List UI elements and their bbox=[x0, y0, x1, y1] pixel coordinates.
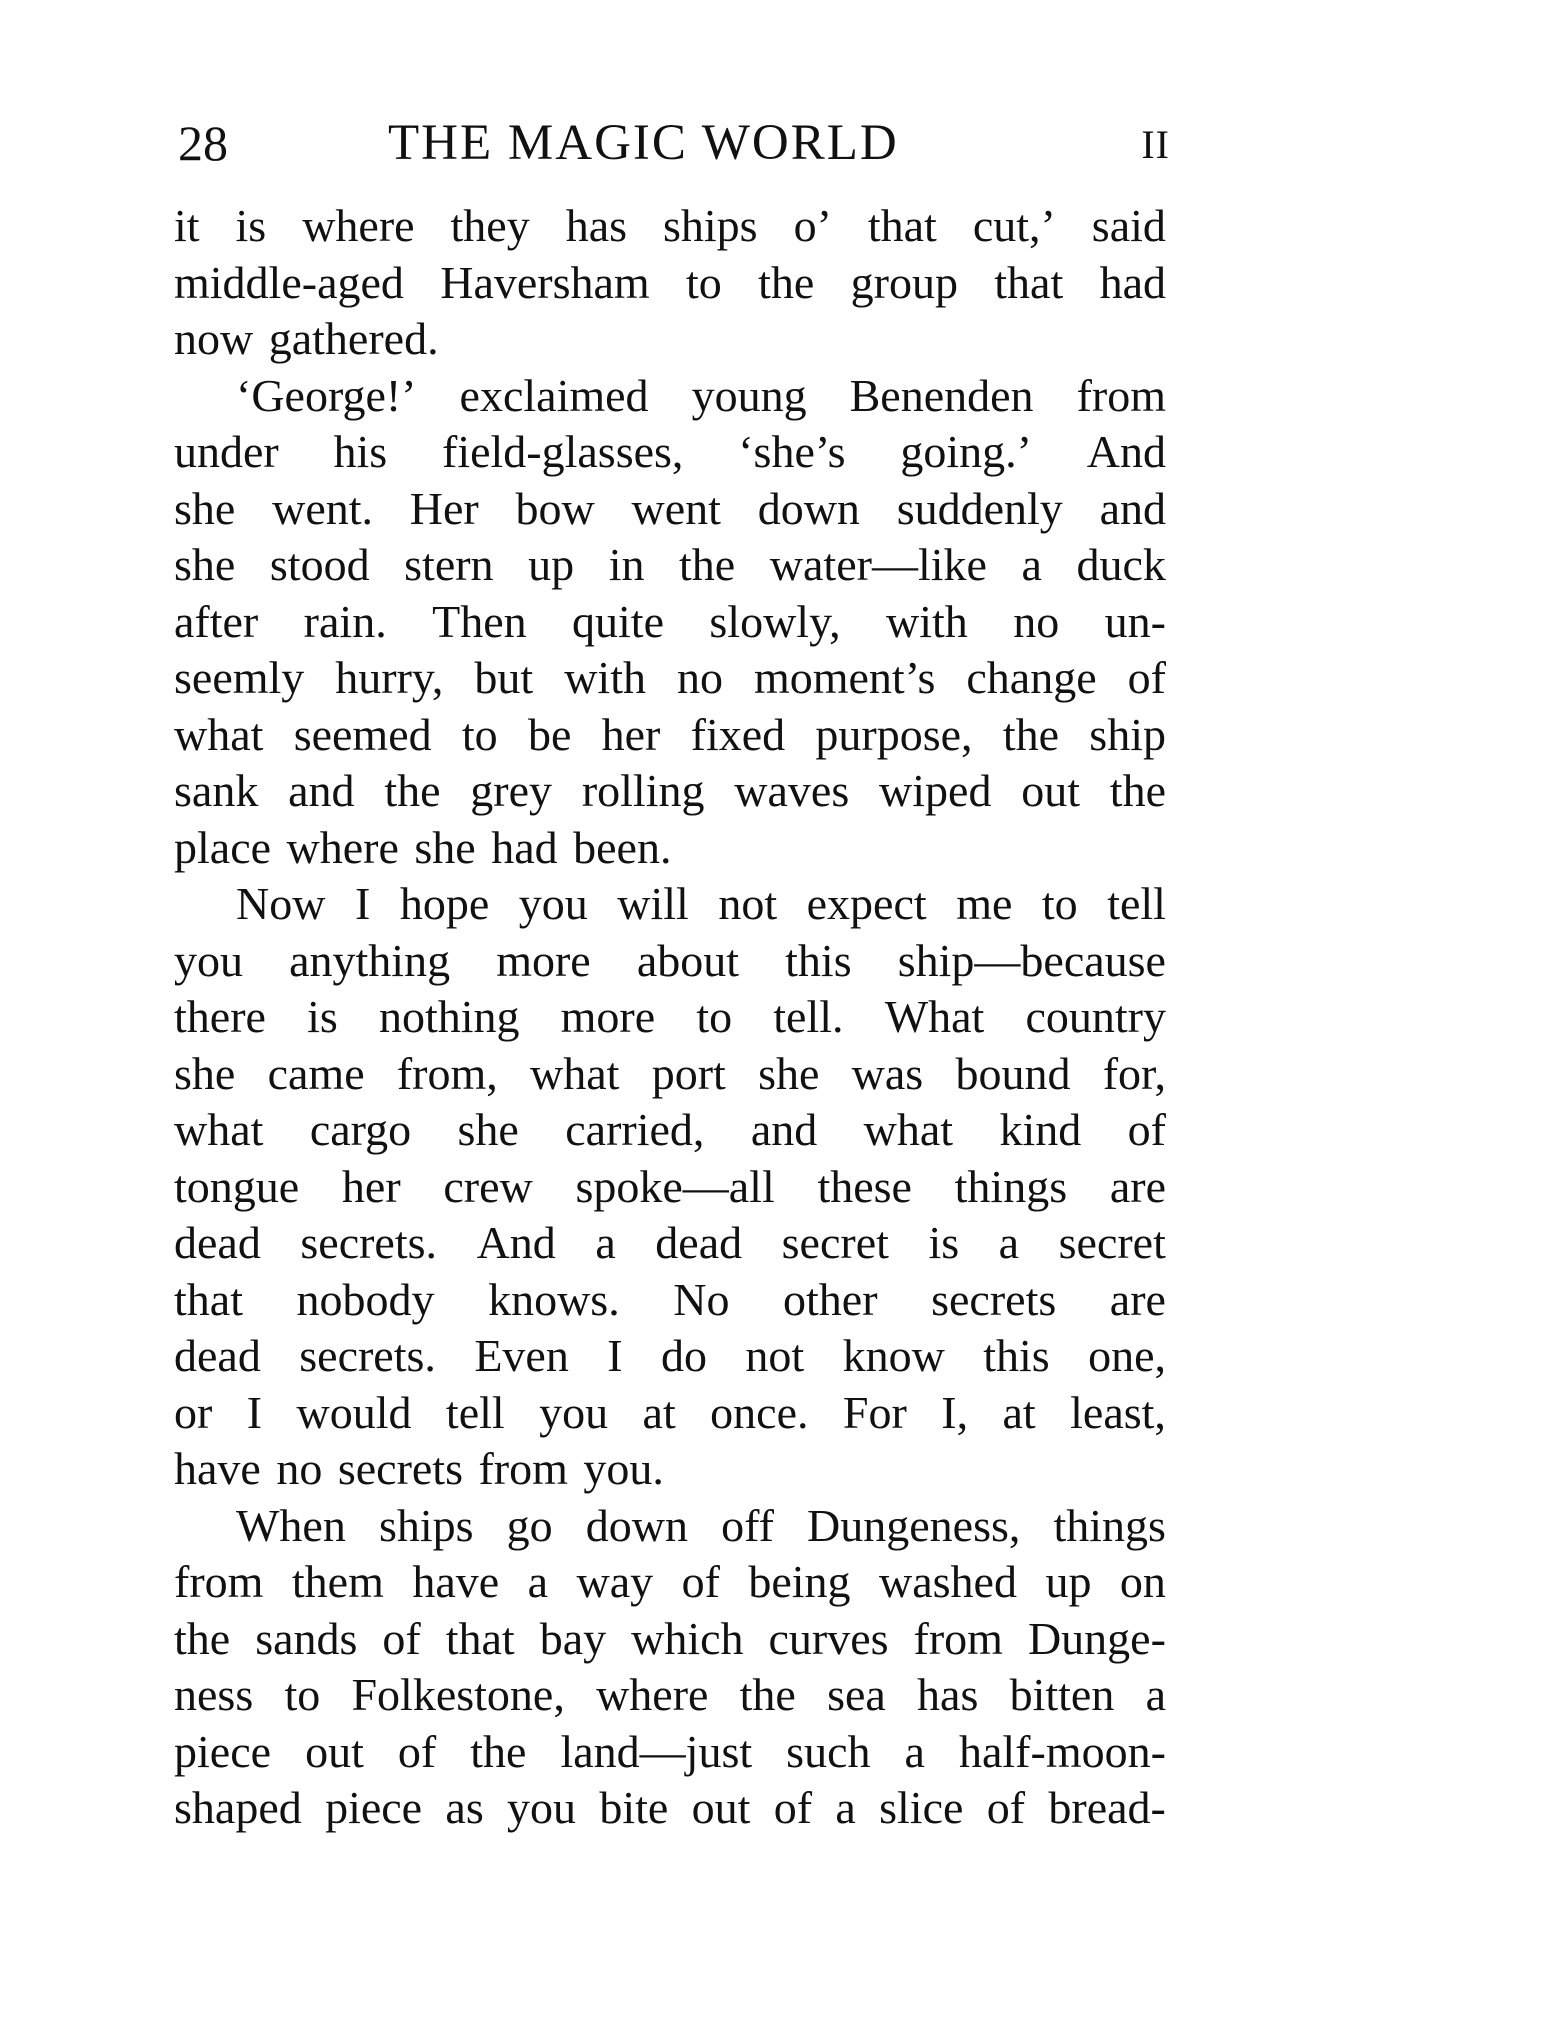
word: a bbox=[595, 1217, 616, 1268]
text-line bbox=[174, 368, 1166, 425]
word: piece bbox=[174, 1725, 272, 1777]
word: ships bbox=[663, 200, 758, 251]
word: of bbox=[397, 1725, 437, 1777]
word: to bbox=[686, 256, 722, 308]
word: tongue bbox=[174, 1160, 300, 1212]
word: of bbox=[1127, 652, 1166, 703]
word: she bbox=[174, 482, 236, 534]
word: the bbox=[384, 765, 441, 816]
word: go bbox=[506, 1499, 553, 1551]
word: quite bbox=[572, 595, 664, 647]
word: field-glasses, bbox=[442, 426, 684, 477]
word: these bbox=[817, 1160, 912, 1212]
body-text bbox=[174, 198, 1166, 1837]
word: a bbox=[904, 1725, 925, 1777]
word: them bbox=[291, 1556, 384, 1607]
word: once. bbox=[710, 1386, 809, 1438]
word: a bbox=[1145, 1669, 1166, 1720]
word: went bbox=[631, 482, 721, 534]
word: sank bbox=[174, 765, 259, 816]
word: land—just bbox=[560, 1725, 753, 1777]
word: Now bbox=[236, 878, 326, 929]
word: stood bbox=[269, 539, 370, 590]
word: a bbox=[527, 1556, 549, 1607]
word: will bbox=[617, 878, 689, 929]
word: secret bbox=[781, 1217, 889, 1268]
word: bitten bbox=[1009, 1669, 1115, 1720]
word: things bbox=[954, 1160, 1068, 1212]
text-line bbox=[174, 650, 1166, 707]
word: out bbox=[691, 1782, 751, 1833]
word: with bbox=[564, 652, 646, 703]
word: of bbox=[986, 1782, 1026, 1833]
text-line bbox=[174, 1215, 1166, 1272]
word: which bbox=[631, 1612, 744, 1664]
word: going.’ bbox=[900, 426, 1032, 477]
word: with bbox=[886, 595, 968, 647]
word: as bbox=[445, 1782, 484, 1833]
word: crew bbox=[443, 1160, 533, 1212]
word: her bbox=[341, 1160, 401, 1212]
text-line bbox=[174, 876, 1166, 933]
text-line bbox=[174, 1724, 1166, 1781]
text-line bbox=[174, 594, 1166, 651]
word: duck bbox=[1076, 539, 1166, 590]
word: expect bbox=[806, 878, 927, 929]
word: know bbox=[842, 1330, 945, 1381]
text-line bbox=[174, 989, 1166, 1046]
word: is bbox=[928, 1217, 960, 1268]
text-line: now gathered. bbox=[174, 313, 439, 364]
word: a bbox=[998, 1217, 1020, 1268]
word: ‘she’s bbox=[738, 426, 846, 477]
word: hope bbox=[399, 878, 490, 929]
word: middle-aged bbox=[174, 256, 404, 308]
text-line bbox=[174, 1159, 1166, 1216]
word: you bbox=[507, 1782, 577, 1833]
word: bow bbox=[515, 482, 595, 534]
word: more bbox=[496, 934, 591, 986]
word: fixed bbox=[690, 708, 786, 760]
word: young bbox=[691, 369, 807, 421]
word: Dungeness, bbox=[807, 1499, 1021, 1551]
word: where bbox=[302, 200, 415, 251]
word: bite bbox=[599, 1782, 669, 1833]
word: group bbox=[850, 256, 958, 308]
word: anything bbox=[289, 934, 451, 986]
word: are bbox=[1109, 1273, 1166, 1325]
word: the bbox=[1002, 708, 1060, 760]
word: such bbox=[786, 1725, 871, 1777]
word: I bbox=[246, 1386, 263, 1438]
text-line bbox=[174, 424, 1166, 481]
word: country bbox=[1025, 991, 1166, 1042]
word: she bbox=[457, 1104, 519, 1155]
word: that bbox=[445, 1612, 515, 1664]
word: secrets. bbox=[299, 1330, 436, 1381]
word: at bbox=[1002, 1386, 1036, 1438]
word: rain. bbox=[303, 595, 387, 647]
word: seemly bbox=[174, 652, 305, 703]
text-line bbox=[174, 1328, 1166, 1385]
word: had bbox=[1099, 256, 1166, 308]
word: wiped bbox=[879, 765, 992, 816]
text-line bbox=[174, 1780, 1166, 1837]
text-line bbox=[174, 1046, 1166, 1103]
word: to bbox=[696, 991, 733, 1042]
word: For bbox=[842, 1386, 907, 1438]
word: or bbox=[174, 1386, 213, 1438]
word: is bbox=[307, 991, 338, 1042]
word: that bbox=[174, 1273, 243, 1325]
word: Then bbox=[432, 595, 527, 647]
word: suddenly bbox=[896, 482, 1063, 534]
word: ship bbox=[1089, 708, 1166, 760]
word: bound bbox=[955, 1047, 1071, 1099]
word: slice bbox=[879, 1782, 964, 1833]
word: down bbox=[757, 482, 860, 534]
word: this bbox=[785, 934, 852, 986]
word: dead bbox=[655, 1217, 743, 1268]
word: tell bbox=[1107, 878, 1166, 929]
word: And bbox=[476, 1217, 556, 1268]
word: from bbox=[913, 1612, 1003, 1664]
text-line bbox=[174, 1272, 1166, 1329]
word: the bbox=[739, 1669, 796, 1720]
word: where bbox=[596, 1669, 709, 1720]
word: after bbox=[174, 595, 259, 647]
word: of bbox=[382, 1612, 421, 1664]
word: knows. bbox=[488, 1273, 620, 1325]
word: that bbox=[867, 200, 937, 251]
word: Even bbox=[474, 1330, 569, 1381]
word: cargo bbox=[309, 1104, 412, 1155]
running-title: THE MAGIC WORLD bbox=[388, 115, 899, 171]
word: secrets. bbox=[300, 1217, 438, 1268]
word: water—like bbox=[769, 539, 987, 590]
word: you bbox=[518, 878, 588, 929]
word: she bbox=[758, 1047, 820, 1099]
word: piece bbox=[325, 1782, 423, 1833]
word: not bbox=[718, 878, 778, 929]
word: the bbox=[174, 1612, 231, 1664]
word: to bbox=[284, 1669, 321, 1720]
word: she bbox=[174, 539, 236, 590]
word: they bbox=[450, 200, 530, 251]
word: When bbox=[236, 1499, 346, 1551]
word: is bbox=[235, 200, 267, 251]
word: carried, bbox=[565, 1104, 705, 1155]
word: nothing bbox=[378, 991, 520, 1042]
word: came bbox=[267, 1047, 365, 1099]
word: of bbox=[773, 1782, 813, 1833]
word: but bbox=[474, 652, 534, 703]
word: rolling bbox=[581, 765, 705, 816]
word: Benenden bbox=[849, 369, 1034, 421]
word: slowly, bbox=[709, 595, 841, 647]
word: in bbox=[608, 539, 645, 590]
word: sea bbox=[827, 1669, 886, 1720]
word: I bbox=[354, 878, 371, 929]
word: stern bbox=[404, 539, 494, 590]
word: way bbox=[576, 1556, 654, 1607]
word: under bbox=[174, 426, 279, 477]
word: me bbox=[956, 878, 1013, 929]
word: secrets bbox=[931, 1273, 1057, 1325]
word: what bbox=[174, 1104, 264, 1155]
word: purpose, bbox=[815, 708, 973, 760]
word: about bbox=[636, 934, 740, 986]
word: un- bbox=[1104, 595, 1166, 647]
word: tell. bbox=[773, 991, 844, 1042]
word: least, bbox=[1070, 1386, 1166, 1438]
word: shaped bbox=[174, 1782, 302, 1833]
word: exclaimed bbox=[459, 369, 649, 421]
word: sands bbox=[255, 1612, 358, 1664]
word: do bbox=[660, 1330, 707, 1381]
word: ships bbox=[378, 1499, 474, 1551]
word: are bbox=[1109, 1160, 1166, 1212]
word: be bbox=[527, 708, 572, 760]
text-line bbox=[174, 1667, 1166, 1724]
word: the bbox=[1109, 765, 1166, 816]
word: was bbox=[851, 1047, 924, 1099]
word: out bbox=[305, 1725, 364, 1777]
word: from, bbox=[396, 1047, 498, 1099]
text-line bbox=[174, 255, 1166, 312]
word: hurry, bbox=[335, 652, 444, 703]
word: I, bbox=[941, 1386, 969, 1438]
word: for, bbox=[1102, 1047, 1166, 1099]
text-line bbox=[174, 933, 1166, 990]
word: I bbox=[607, 1330, 623, 1381]
word: said bbox=[1091, 200, 1166, 251]
word: you bbox=[539, 1386, 609, 1438]
text-line bbox=[174, 537, 1166, 594]
word: being bbox=[748, 1556, 851, 1607]
word: up bbox=[528, 539, 575, 590]
text-line bbox=[174, 1385, 1166, 1442]
text-line bbox=[174, 1498, 1166, 1555]
word: no bbox=[676, 652, 723, 703]
word: of bbox=[681, 1556, 720, 1607]
word: half-moon- bbox=[958, 1725, 1166, 1777]
word: on bbox=[1119, 1556, 1166, 1607]
word: Folkestone, bbox=[351, 1669, 565, 1720]
word: a bbox=[835, 1782, 856, 1833]
word: and bbox=[750, 1104, 818, 1155]
word: has bbox=[565, 200, 628, 251]
word: that bbox=[994, 256, 1064, 308]
word: No bbox=[673, 1273, 730, 1325]
word: went. bbox=[272, 482, 374, 534]
word: ‘George!’ bbox=[236, 369, 417, 421]
word: one, bbox=[1088, 1330, 1166, 1381]
word: moment’s bbox=[753, 652, 936, 703]
word: a bbox=[1021, 539, 1042, 590]
text-line bbox=[174, 1102, 1166, 1159]
word: to bbox=[1041, 878, 1078, 929]
text-line: have no secrets from you. bbox=[174, 1443, 664, 1494]
word: cut,’ bbox=[972, 200, 1056, 251]
word: not bbox=[745, 1330, 805, 1381]
word: tell bbox=[445, 1386, 505, 1438]
word: bay bbox=[539, 1612, 607, 1664]
word: kind bbox=[999, 1104, 1082, 1155]
word: and bbox=[1099, 482, 1166, 534]
word: waves bbox=[734, 765, 850, 816]
word: washed bbox=[879, 1556, 1017, 1607]
word: Her bbox=[409, 482, 479, 534]
word: secret bbox=[1058, 1217, 1166, 1268]
word: grey bbox=[470, 765, 553, 816]
word: dead bbox=[174, 1217, 261, 1268]
word: curves bbox=[768, 1612, 889, 1664]
word: from bbox=[174, 1556, 264, 1607]
word: there bbox=[174, 991, 266, 1042]
word: ship—because bbox=[897, 934, 1166, 986]
word: off bbox=[721, 1499, 774, 1551]
word: more bbox=[560, 991, 656, 1042]
page-header bbox=[178, 108, 1178, 178]
word: has bbox=[917, 1669, 979, 1720]
word: What bbox=[884, 991, 985, 1042]
word: bread- bbox=[1048, 1782, 1166, 1833]
word: his bbox=[333, 426, 388, 477]
word: she bbox=[174, 1047, 236, 1099]
word: no bbox=[1013, 595, 1060, 647]
word: and bbox=[288, 765, 355, 816]
word: dead bbox=[174, 1330, 261, 1381]
word: what bbox=[174, 708, 264, 760]
word: things bbox=[1053, 1499, 1166, 1551]
word: the bbox=[758, 256, 815, 308]
word: nobody bbox=[296, 1273, 435, 1325]
word: change bbox=[966, 652, 1097, 703]
word: Dunge- bbox=[1027, 1612, 1166, 1664]
chapter-number: II bbox=[1141, 122, 1170, 167]
word: of bbox=[1127, 1104, 1166, 1155]
text-line bbox=[174, 481, 1166, 538]
word: the bbox=[679, 539, 736, 590]
text-line bbox=[174, 1554, 1166, 1611]
word: And bbox=[1086, 426, 1166, 477]
word: from bbox=[1076, 369, 1166, 421]
word: Haversham bbox=[440, 256, 650, 308]
word: it bbox=[174, 200, 200, 251]
word: seemed bbox=[293, 708, 432, 760]
word: ness bbox=[174, 1669, 254, 1720]
word: spoke—all bbox=[575, 1160, 775, 1212]
text-line bbox=[174, 707, 1166, 764]
word: at bbox=[642, 1386, 676, 1438]
word: o’ bbox=[793, 200, 832, 251]
word: the bbox=[470, 1725, 527, 1777]
word: have bbox=[412, 1556, 500, 1607]
text-line bbox=[174, 763, 1166, 820]
word: port bbox=[651, 1047, 726, 1099]
word: down bbox=[585, 1499, 688, 1551]
text-line bbox=[174, 1611, 1166, 1668]
text-line bbox=[174, 198, 1166, 255]
word: what bbox=[530, 1047, 620, 1099]
word: you bbox=[174, 934, 243, 986]
word: this bbox=[983, 1330, 1050, 1381]
word: up bbox=[1045, 1556, 1092, 1607]
text-line: place where she had been. bbox=[174, 821, 672, 873]
word: what bbox=[863, 1104, 954, 1155]
word: would bbox=[296, 1386, 412, 1438]
word: to bbox=[461, 708, 498, 760]
word: her bbox=[601, 708, 661, 760]
word: out bbox=[1021, 765, 1081, 816]
word: other bbox=[783, 1273, 878, 1325]
page-number: 28 bbox=[178, 115, 228, 171]
